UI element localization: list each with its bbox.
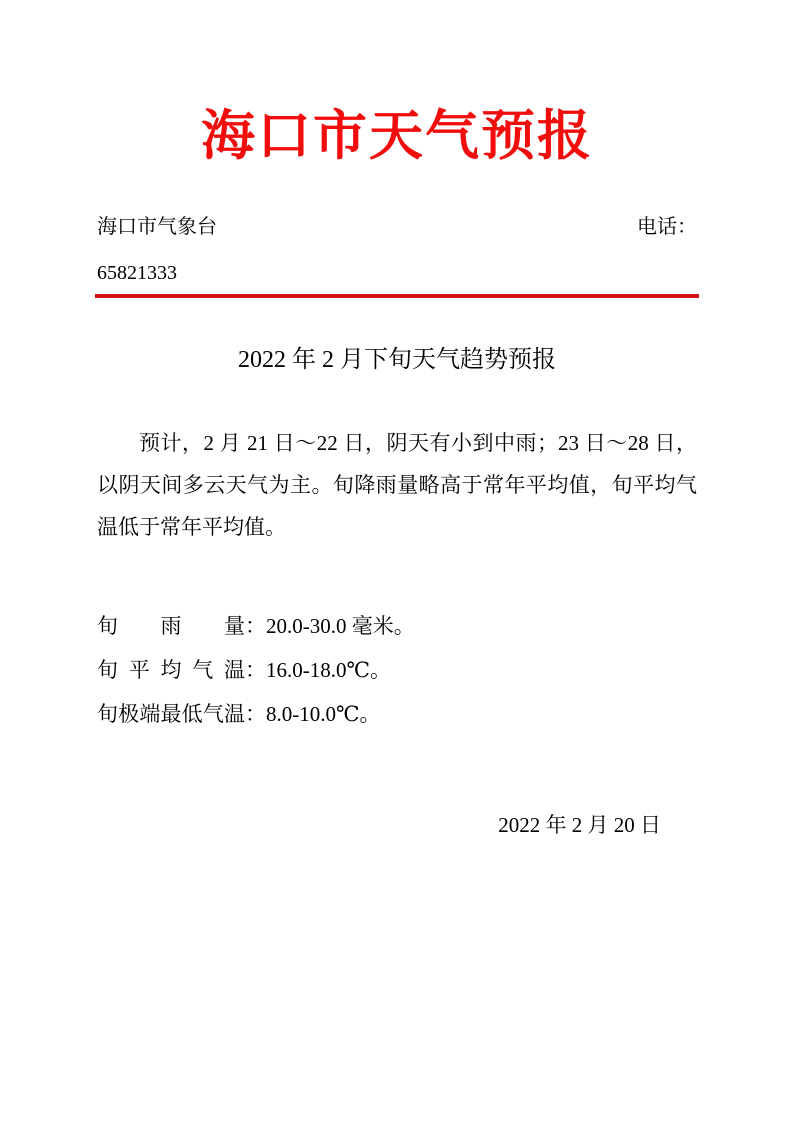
stat-value: ：16.0-18.0℃。 (245, 658, 391, 682)
stat-label: 旬极端最低气温 (97, 702, 245, 726)
stat-value: ：20.0-30.0 毫米。 (245, 614, 415, 638)
stat-row-rainfall (97, 604, 697, 648)
divider-rule (95, 294, 699, 298)
agency-name: 海口市气象台 (97, 216, 217, 238)
document-title: 海口市天气预报 (201, 104, 593, 167)
stat-row-mean-temperature (97, 648, 697, 692)
report-date: 2022 年 2 月 20 日 (498, 813, 661, 837)
phone-label: 电话： (637, 216, 697, 238)
stat-label: 旬平均气温 (97, 658, 245, 682)
stat-value: ：8.0-10.0℃。 (245, 702, 381, 726)
report-heading: 2022 年 2 月下旬天气趋势预报 (238, 347, 556, 373)
stat-label: 旬雨量 (97, 614, 245, 638)
letterhead-row (97, 214, 697, 240)
forecast-paragraph: 预计，2 月 21 日～22 日，阴天有小到中雨；23 日～28 日，以阴天间多云天气为主。旬降雨量略高于常年平均值，旬平均气温低于常年平均值。 (97, 431, 697, 539)
stat-row-extreme-min-temperature (97, 692, 697, 736)
stats-list (97, 604, 697, 736)
phone-number: 65821333 (97, 262, 177, 284)
